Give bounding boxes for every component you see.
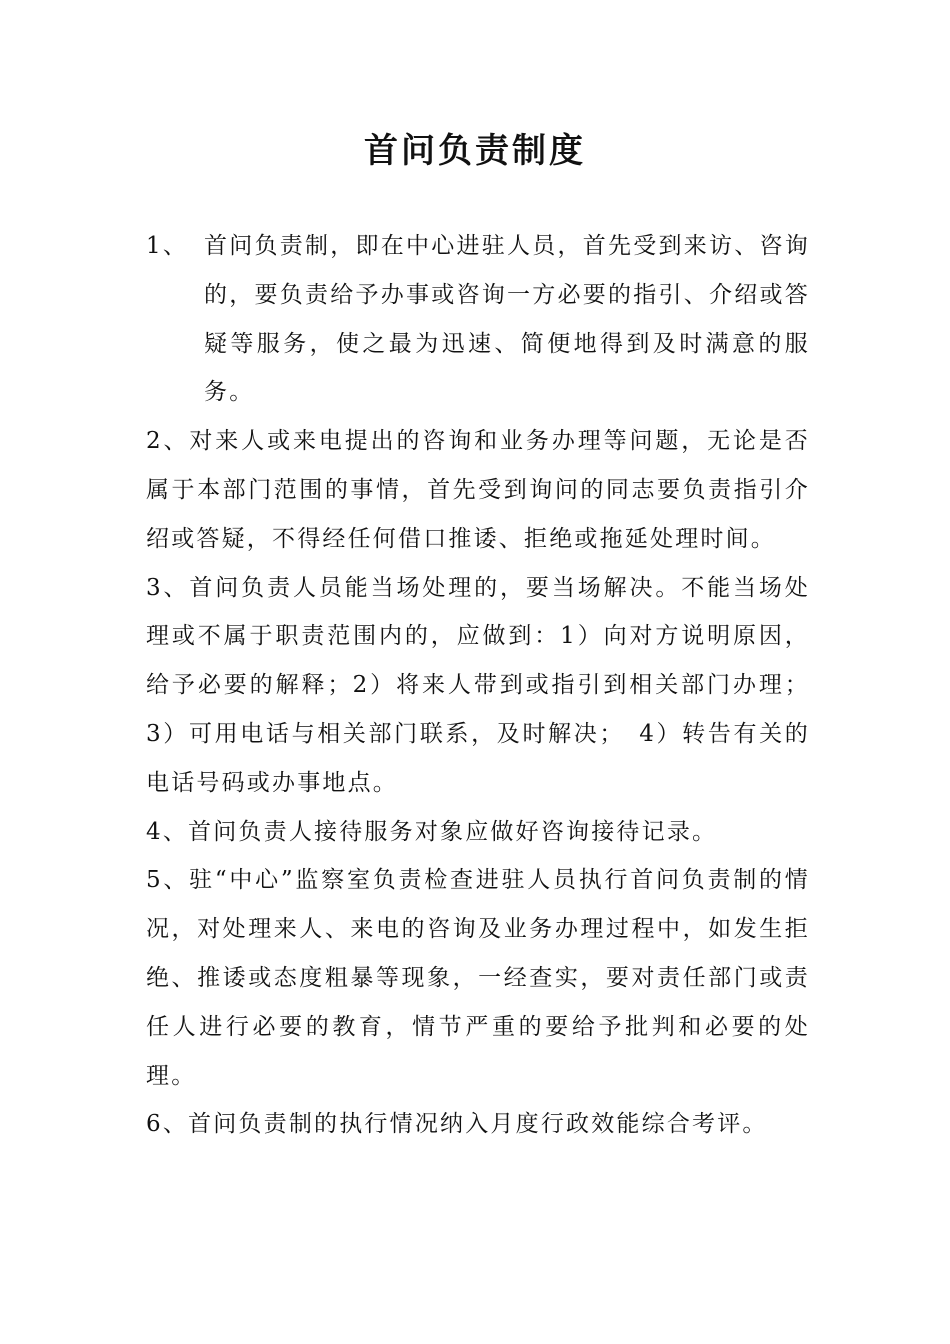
list-item-2: 2、对来人或来电提出的咨询和业务办理等问题，无论是否属于本部门范围的事情，首先受到询问的同志要负责指引介绍或答疑，不得经任何借口推诿、拒绝或拖延处理时间。	[146, 428, 810, 552]
list-item-5: 5、驻“中心”监察室负责检查进驻人员执行首问负责制的情况，对处理来人、来电的咨询及业务办理过程中，如发生拒绝、推诿或态度粗暴等现象，一经查实，要对责任部门或责任人进行必要的教育，情节严重的要给予批判和必要的处理。	[146, 867, 810, 1089]
list-item-4: 4、首问负责人接待服务对象应做好咨询接待记录。	[146, 818, 718, 845]
item-1-text: 首问负责制，即在中心进驻人员，首先受到来访、咨询的，要负责给予办事或咨询一方必要的指引、介绍或答疑等服务，使之最为迅速、简便地得到及时满意的服务。	[204, 233, 810, 406]
document-body	[146, 222, 810, 1149]
list-item-6: 6、首问负责制的执行情况纳入月度行政效能综合考评。	[146, 1111, 768, 1138]
document-title: 首问负责制度	[364, 131, 586, 171]
item-1-number: 1、	[146, 233, 189, 259]
list-item-3: 3、首问负责人员能当场处理的，要当场解决。不能当场处理或不属于职责范围内的，应做到：1）向对方说明原因，给予必要的解释；2）将来人带到或指引到相关部门办理；3）可用电话与相关部门联系，及时解决； 4）转告有关的电话号码或办事地点。	[146, 574, 810, 796]
list-item-1	[146, 222, 810, 417]
